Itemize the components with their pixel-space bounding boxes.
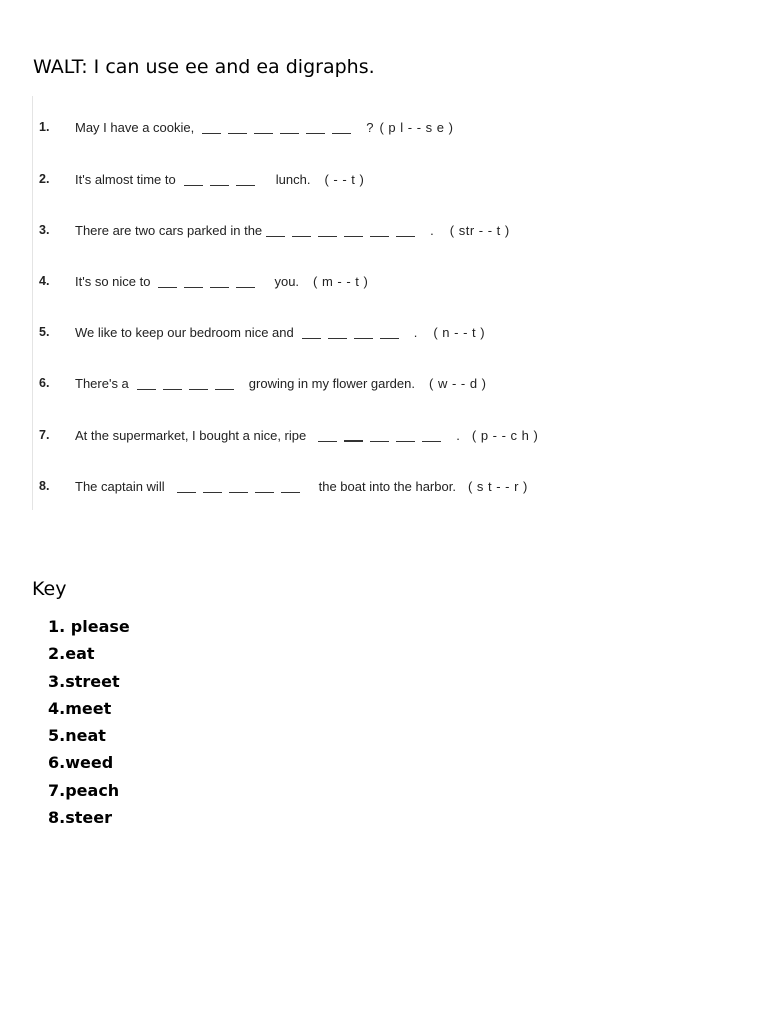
blank (255, 480, 274, 493)
question-after: ? (366, 119, 374, 135)
question-3 (39, 218, 510, 242)
blank (302, 326, 321, 339)
question-after: growing in my flower garden. (248, 375, 415, 391)
question-7 (39, 423, 538, 447)
blank (332, 121, 351, 134)
answer-blanks (202, 120, 358, 134)
page-title: WALT: I can use ee and ea digraphs. (33, 56, 375, 78)
spelling-hint: ( n - - t ) (433, 324, 486, 340)
question-text: We like to keep our bedroom nice and (75, 324, 294, 340)
key-answer-5: 5.neat (48, 726, 106, 746)
question-text: At the supermarket, I bought a nice, ripe (75, 427, 307, 443)
blank (396, 224, 415, 237)
blank (210, 275, 229, 288)
blank (184, 173, 203, 186)
blank (177, 480, 196, 493)
spelling-hint: ( m - - t ) (313, 273, 369, 289)
key-answer-7: 7.peach (48, 780, 120, 800)
question-number: 7. (39, 428, 50, 442)
blank (344, 224, 363, 237)
answer-blanks (137, 376, 241, 390)
blank (228, 121, 247, 134)
blank (203, 480, 222, 493)
blank (184, 275, 203, 288)
blank (370, 429, 389, 442)
worksheet (32, 96, 603, 510)
blank (318, 224, 337, 237)
question-number: 8. (39, 479, 50, 493)
blank (318, 429, 337, 442)
question-after: lunch. (275, 171, 311, 187)
question-number: 6. (39, 376, 50, 390)
question-number: 3. (39, 223, 50, 237)
blank (354, 326, 373, 339)
answer-key-list (48, 615, 130, 833)
question-1 (39, 115, 453, 139)
blank (370, 224, 389, 237)
key-answer-8: 8.steer (48, 808, 112, 828)
question-number: 2. (39, 172, 50, 186)
answer-blanks (266, 223, 422, 237)
key-answer-3: 3.street (48, 671, 120, 691)
blank (396, 429, 415, 442)
question-6 (39, 371, 487, 395)
key-answer-1: 1. please (48, 617, 130, 636)
spelling-hint: ( str - - t ) (449, 222, 510, 238)
question-8 (39, 474, 528, 498)
answer-blanks (177, 479, 307, 493)
blank (229, 480, 248, 493)
blank (202, 121, 221, 134)
question-after: . (456, 427, 460, 443)
key-answer-6: 6.weed (48, 753, 114, 773)
question-text: May I have a cookie, (75, 119, 195, 135)
key-answer-4: 4.meet (48, 698, 112, 718)
question-after: . (413, 324, 418, 340)
question-number: 4. (39, 274, 50, 288)
blank (137, 377, 156, 390)
question-text: There are two cars parked in the (75, 222, 263, 238)
question-text: It's almost time to (75, 171, 176, 187)
key-heading: Key (32, 578, 67, 600)
spelling-hint: ( w - - d ) (429, 375, 487, 391)
blank (158, 275, 177, 288)
answer-blanks (184, 172, 262, 186)
question-text: It's so nice to (75, 273, 151, 289)
blank (380, 326, 399, 339)
blank (306, 121, 325, 134)
question-4 (39, 269, 368, 293)
blank (236, 173, 255, 186)
question-5 (39, 320, 485, 344)
blank (236, 275, 255, 288)
question-after: you. (274, 273, 300, 289)
blank (254, 121, 273, 134)
blank (266, 224, 285, 237)
blank (210, 173, 229, 186)
question-text: The captain will (75, 478, 165, 494)
blank (344, 428, 363, 442)
question-number: 5. (39, 325, 50, 339)
answer-blanks (302, 325, 406, 339)
blank (189, 377, 208, 390)
blank (292, 224, 311, 237)
blank (328, 326, 347, 339)
spelling-hint: ( p l - - s e ) (379, 119, 454, 135)
question-after: . (430, 222, 434, 238)
blank (280, 121, 299, 134)
spelling-hint: ( - - t ) (324, 171, 365, 187)
question-text: There's a (75, 375, 129, 391)
question-number: 1. (39, 120, 50, 134)
blank (215, 377, 234, 390)
key-answer-2: 2.eat (48, 644, 95, 664)
spelling-hint: ( s t - - r ) (467, 478, 528, 494)
blank (422, 429, 441, 442)
blank (163, 377, 182, 390)
answer-blanks (318, 428, 448, 442)
spelling-hint: ( p - - c h ) (471, 427, 539, 443)
answer-blanks (158, 274, 262, 288)
question-after: the boat into the harbor. (318, 478, 456, 494)
question-2 (39, 167, 364, 191)
blank (281, 480, 300, 493)
